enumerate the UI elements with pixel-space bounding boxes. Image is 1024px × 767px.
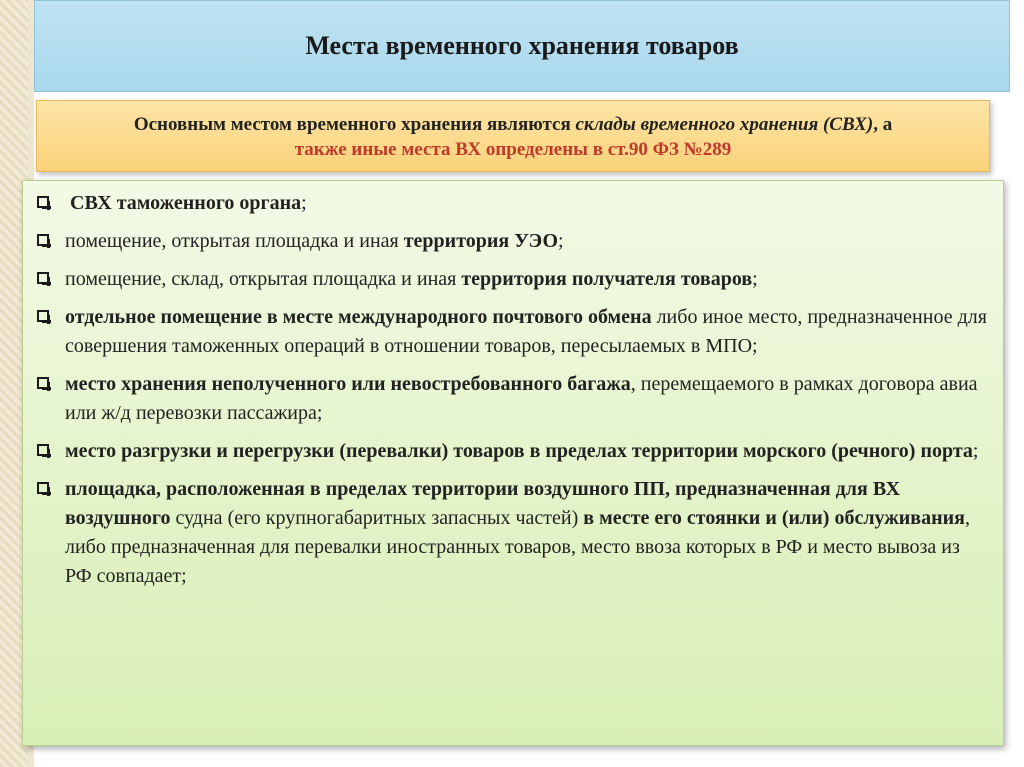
list-item — [35, 189, 989, 218]
list-item — [35, 303, 989, 361]
subtitle-red-text: также иные места ВХ определены в ст.90 ФЗ №289 — [294, 139, 732, 160]
checkbox-bullet-icon — [37, 234, 49, 246]
item-bold-text: место хранения неполученного или невостребованного багажа — [65, 373, 631, 395]
item-text: , перемещаемого в рамках договора авиа или ж/д перевозки пассажира; — [65, 373, 978, 424]
checkbox-bullet-icon — [37, 196, 49, 208]
item-text: судна (его крупногабаритных запасных частей) — [170, 507, 584, 529]
storage-places-list — [35, 189, 989, 591]
page-title: Места временного хранения товаров — [305, 31, 739, 60]
item-bold-text: место разгрузки и перегрузки (перевалки) товаров в пределах территории морского (речного) порта — [65, 440, 973, 462]
item-text-end: , либо предназначенная для перевалки иностранных товаров, место ввоза которых в РФ и место вывоза из РФ совпадает; — [65, 507, 970, 587]
list-item — [35, 227, 989, 256]
list-item — [35, 265, 989, 294]
item-bold-text-2: в месте его стоянки и (или) обслуживания — [583, 507, 965, 529]
item-bold-text: территория УЭО — [403, 230, 559, 252]
item-text-end: ; — [558, 230, 564, 252]
item-text: помещение, открытая площадка и иная — [65, 230, 404, 252]
title-banner — [34, 0, 1010, 92]
item-text-end: ; — [752, 268, 758, 290]
item-bold-text: территория получателя товаров — [461, 268, 753, 290]
item-bold-text: СВХ таможенного органа — [70, 192, 302, 214]
subtitle-banner — [36, 100, 990, 172]
content-panel — [22, 180, 1004, 746]
item-bold-text: площадка, расположенная в пределах территории воздушного ПП, предназначенная для ВХ воздушного — [65, 478, 901, 529]
list-item — [35, 437, 989, 466]
checkbox-bullet-icon — [37, 482, 49, 494]
list-item — [35, 475, 989, 591]
item-text: ; — [972, 440, 979, 462]
checkbox-bullet-icon — [37, 444, 49, 456]
item-text: либо иное место, предназначенное для совершения таможенных операций в отношении товаров, пересылаемых в МПО; — [65, 306, 987, 357]
list-item — [35, 370, 989, 428]
item-text: ; — [301, 192, 307, 214]
checkbox-bullet-icon — [37, 272, 49, 284]
subtitle-text: Основным местом временного хранения являются — [133, 114, 576, 135]
checkbox-bullet-icon — [37, 377, 49, 389]
subtitle-text-end: , а — [873, 114, 893, 135]
subtitle-italic-text: склады временного хранения (СВХ) — [575, 114, 874, 135]
checkbox-bullet-icon — [37, 310, 49, 322]
item-text: помещение, склад, открытая площадка и иная — [65, 268, 462, 290]
item-bold-text: отдельное помещение в месте международного почтового обмена — [65, 306, 652, 328]
